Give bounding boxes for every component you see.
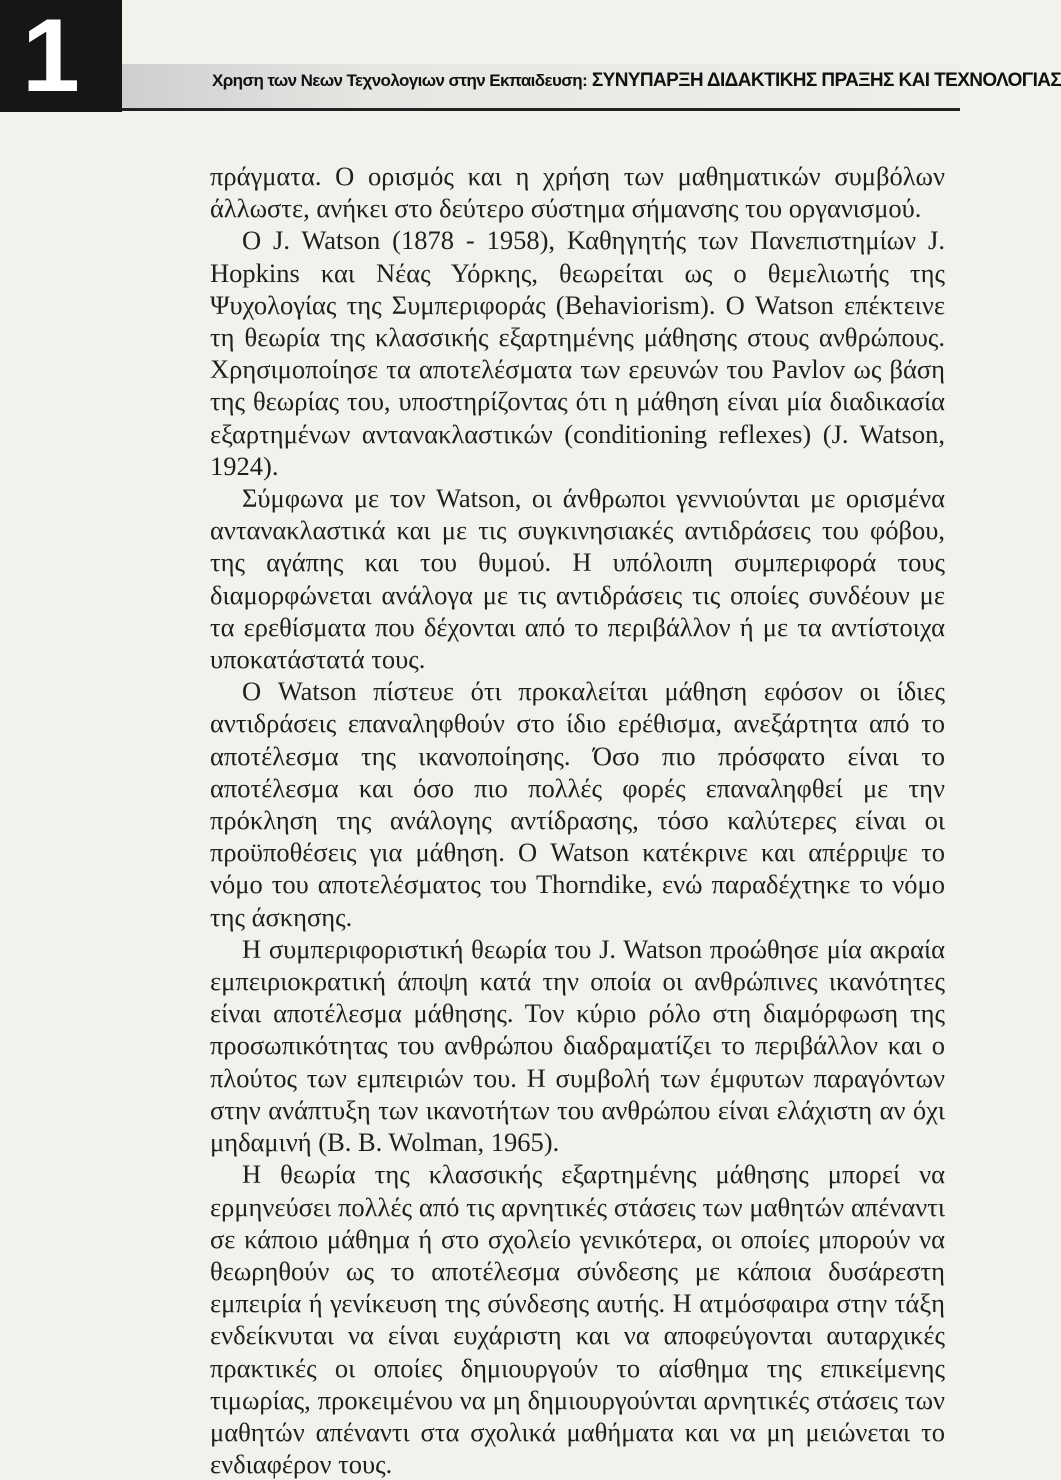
paragraph-1: πράγματα. Ο ορισμός και η χρήση των μαθηματικών συμβόλων άλλωστε, ανήκει στο δεύτερο σύστημα σήμανσης του οργανισμού. — [210, 161, 945, 224]
running-title-lead: Χρηση των Νεων Τεχνολογιων στην Εκπαιδευση: — [212, 71, 588, 90]
header-rule — [122, 108, 960, 111]
paragraph-2: Ο J. Watson (1878 - 1958), Καθηγητής των Πανεπιστημίων J. Hopkins και Νέας Υόρκης, θεωρείται ως ο θεμελιωτής της Ψυχολογίας της Συμπεριφοράς (Behaviorism). Ο Watson επέκτεινε τη θεωρία της κλασσικής εξαρτημένης μάθησης στους ανθρώπους. Χρησιμοποίησε τα αποτελέσματα των ερευνών του Pavlov ως βάση της θεωρίας του, υποστηρίζοντας ότι η μάθηση είναι μία διαδικασία εξαρτημένων αντανακλαστικών (conditioning reflexes) (J. Watson, 1924). — [210, 225, 945, 481]
running-title — [212, 70, 1061, 92]
body-text — [210, 160, 945, 1480]
paragraph-6: Η θεωρία της κλασσικής εξαρτημένης μάθησης μπορεί να ερμηνεύσει πολλές από τις αρνητικές στάσεις των μαθητών απέναντι σε κάποιο μάθημα ή στο σχολείο γενικότερα, οι οποίες μπορούν να θεωρηθούν ως το αποτέλεσμα σύνδεσης με κάποια δυσάρεστη εμπειρία ή γενίκευση της σύνδεσης αυτής. Η ατμόσφαιρα στην τάξη ενδείκνυται να είναι ευχάριστη και να αποφεύγονται αυταρχικές πρακτικές οι οποίες δημιουργούν το αίσθημα της επικείμενης τιμωρίας, προκειμένου να μη δημιουργούνται αρνητικές στάσεις των μαθητών απέναντι στα σχολικά μαθήματα και να μη μειώνεται το ενδιαφέρον τους. — [210, 1159, 945, 1480]
chapter-number: 1 — [22, 0, 80, 114]
paragraph-4: Ο Watson πίστευε ότι προκαλείται μάθηση εφόσον οι ίδιες αντιδράσεις επαναληφθούν στο ίδιο ερέθισμα, ανεξάρτητα από το αποτέλεσμα της ικανοποίησης. Όσο πιο πρόσφατο είναι το αποτέλεσμα και όσο πιο πολλές φορές επαναληφθεί με την πρόκληση της ανάλογης αντίδρασης, τόσο καλύτερες είναι οι προϋποθέσεις για μάθηση. Ο Watson κατέκρινε και απέρριψε το νόμο του αποτελέσματος του Thorndike, ενώ παραδέχτηκε το νόμο της άσκησης. — [210, 676, 945, 932]
running-header — [0, 0, 1061, 118]
chapter-marker — [0, 0, 122, 112]
paragraph-5: Η συμπεριφοριστική θεωρία του J. Watson προώθησε μία ακραία εμπειριοκρατική άποψη κατά την οποία οι ανθρώπινες ικανότητες είναι αποτέλεσμα μάθησης. Τον κύριο ρόλο στη διαμόρφωση της προσωπικότητας του ανθρώπου διαδραματίζει το περιβάλλον και ο πλούτος των εμπειριών του. Η συμβολή των έμφυτων παραγόντων στην ανάπτυξη των ικανοτήτων του ανθρώπου είναι ελάχιστη αν όχι μηδαμινή (B. B. Wolman, 1965). — [210, 933, 945, 1158]
paragraph-3: Σύμφωνα με τον Watson, οι άνθρωποι γεννιούνται με ορισμένα αντανακλαστικά και με τις συγκινησιακές αντιδράσεις του φόβου, της αγάπης και του θυμού. Η υπόλοιπη συμπεριφορά τους διαμορφώνεται ανάλογα με τις αντιδράσεις τις οποίες συνδέουν με τα ερεθίσματα που δέχονται από το περιβάλλον ή με τα αντίστοιχα υποκατάστατά τους. — [210, 483, 945, 675]
running-title-main: ΣΥΝΥΠΑΡΞΗ ΔΙΔΑΚΤΙΚΗΣ ΠΡΑΞΗΣ ΚΑΙ ΤΕΧΝΟΛΟΓΙΑΣ — [591, 70, 1061, 91]
